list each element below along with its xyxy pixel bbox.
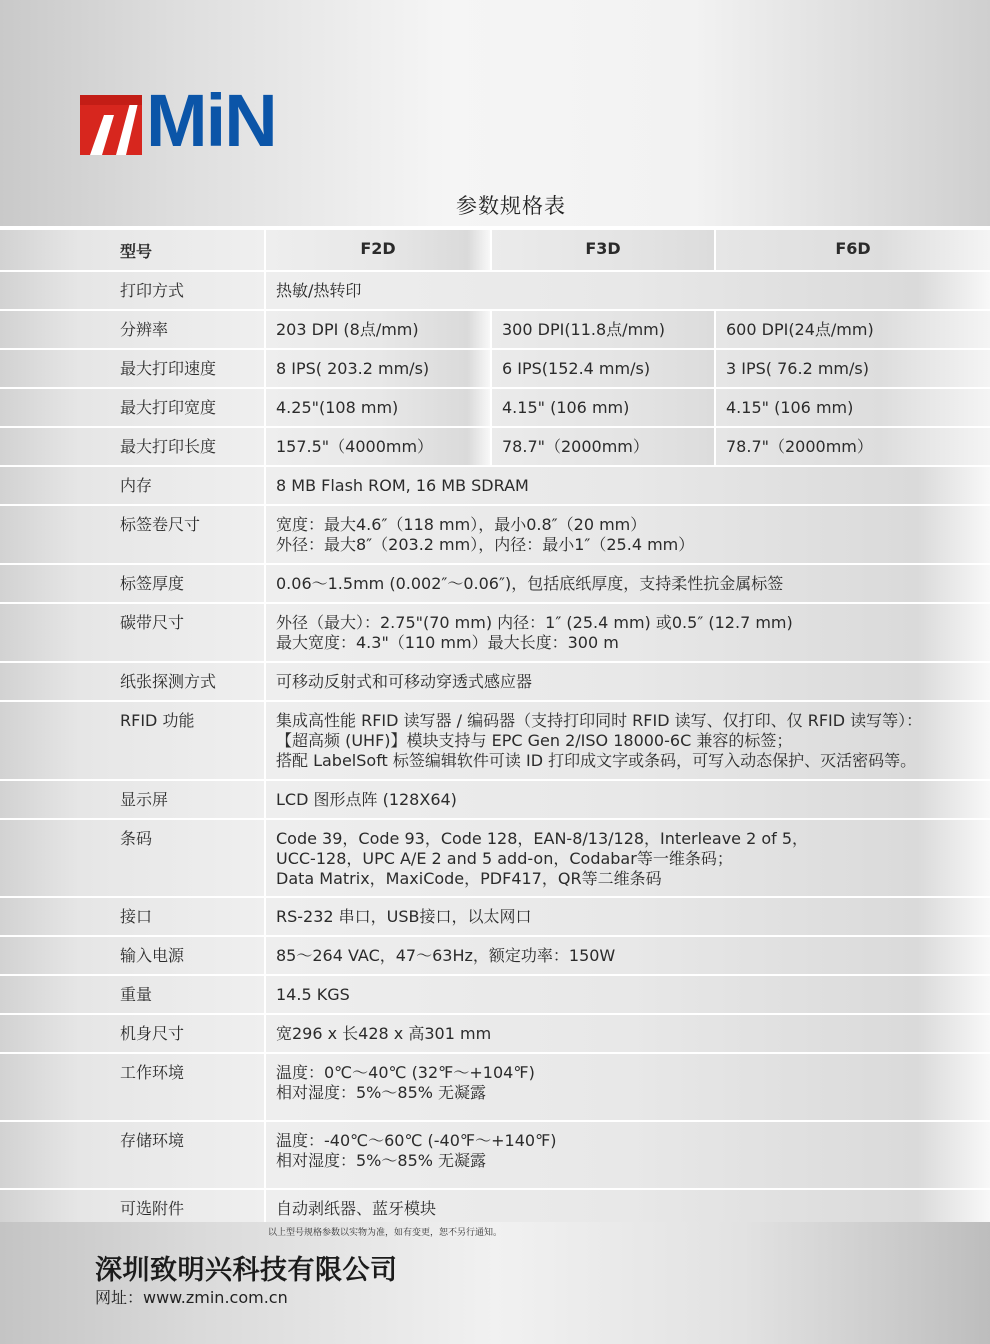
value-line: Data Matrix，MaxiCode，PDF417，QR等二维条码: [276, 869, 662, 888]
row-value: [264, 1054, 990, 1122]
website-address: 网址：www.zmin.com.cn: [95, 1288, 288, 1307]
value-line: 相对湿度：5%～85% 无凝露: [276, 1083, 487, 1102]
value-f2d-text: 4.25"(108 mm): [276, 398, 399, 417]
table-row: [0, 898, 990, 937]
row-label-text: 最大打印宽度: [120, 398, 217, 417]
row-label: [0, 1015, 264, 1054]
table-row: [0, 565, 990, 604]
value-line: 自动剥纸器、蓝牙模块: [276, 1199, 437, 1218]
row-value: [264, 898, 990, 937]
row-label: [0, 663, 264, 702]
row-value: [264, 467, 990, 506]
row-value: [264, 820, 990, 898]
row-label: [0, 1054, 264, 1122]
header-f3d: F3D: [490, 230, 714, 272]
row-value: [264, 1015, 990, 1054]
value-line: 【超高频 (UHF)】模块支持与 EPC Gen 2/ISO 18000-6C 兼容的标签；: [276, 731, 793, 750]
table-row: [0, 1122, 990, 1190]
header-f6d: F6D: [714, 230, 990, 272]
table-row: [0, 389, 990, 428]
table-row: [0, 937, 990, 976]
row-label: [0, 565, 264, 604]
row-value-lines: [276, 1054, 990, 1103]
row-label-text: 机身尺寸: [120, 1024, 185, 1043]
row-value-lines: [276, 272, 990, 301]
table-row: [0, 467, 990, 506]
row-value-lines: [276, 1015, 990, 1044]
row-label: [0, 604, 264, 663]
row-label-text: 最大打印速度: [120, 359, 217, 378]
table-row: [0, 976, 990, 1015]
table-row: [0, 350, 990, 389]
row-value: [264, 702, 990, 781]
row-label: [0, 272, 264, 311]
row-label: [0, 820, 264, 898]
value-f3d: [490, 350, 714, 389]
value-line: UCC-128，UPC A/E 2 and 5 add-on，Codabar等一维条码；: [276, 849, 733, 868]
table-row: [0, 428, 990, 467]
row-value: [264, 937, 990, 976]
row-label: [0, 976, 264, 1015]
disclaimer-note: 以上型号规格参数以实物为准，如有变更，恕不另行通知。: [268, 1228, 503, 1238]
row-value-lines: [276, 937, 990, 966]
value-line: 可移动反射式和可移动穿透式感应器: [276, 672, 533, 691]
value-line: 集成高性能 RFID 读写器 / 编码器（支持打印同时 RFID 读写、仅打印、仅 RFID 读写等）：: [276, 711, 923, 730]
table-row: [0, 311, 990, 350]
value-f6d: [714, 428, 990, 467]
row-label: [0, 428, 264, 467]
value-f3d-text: 6 IPS(152.4 mm/s): [502, 359, 651, 378]
value-f2d: [264, 311, 490, 350]
row-label-text: 输入电源: [120, 946, 185, 965]
row-label-text: 内存: [120, 476, 153, 495]
row-value-lines: [276, 565, 990, 594]
value-line: 搭配 LabelSoft 标签编辑软件可读 ID 打印成文字或条码，可写入动态保护、灭活密码等。: [276, 751, 917, 770]
table-row: [0, 1015, 990, 1054]
row-value: [264, 976, 990, 1015]
row-label: [0, 702, 264, 781]
value-f6d-text: 600 DPI(24点/mm): [726, 320, 874, 339]
row-value: [264, 506, 990, 565]
value-f2d-text: 203 DPI (8点/mm): [276, 320, 419, 339]
value-f3d: [490, 428, 714, 467]
value-line: 温度：0℃～40℃ (32℉～+104℉): [276, 1063, 535, 1082]
row-label-text: RFID 功能: [120, 711, 195, 730]
value-line: LCD 图形点阵 (128X64): [276, 790, 457, 809]
value-line: 外径（最大）：2.75"(70 mm) 内径：1″ (25.4 mm) 或0.5″ (12.7 mm): [276, 613, 793, 632]
row-value: [264, 565, 990, 604]
row-label: [0, 467, 264, 506]
table-row: [0, 272, 990, 311]
row-value-lines: [276, 1122, 990, 1171]
row-value: [264, 604, 990, 663]
value-line: RS-232 串口，USB接口，以太网口: [276, 907, 532, 926]
value-line: 14.5 KGS: [276, 985, 350, 1004]
value-line: 温度：-40℃～60℃ (-40℉～+140℉): [276, 1131, 557, 1150]
row-label-text: 碳带尺寸: [120, 613, 185, 632]
row-label: [0, 506, 264, 565]
row-label: [0, 350, 264, 389]
row-label-text: 标签卷尺寸: [120, 515, 201, 534]
row-label: [0, 389, 264, 428]
value-f2d: [264, 350, 490, 389]
value-line: 宽度：最大4.6″（118 mm），最小0.8″（20 mm）: [276, 515, 647, 534]
table-row: [0, 781, 990, 820]
value-f3d-text: 300 DPI(11.8点/mm): [502, 320, 665, 339]
value-line: 热敏/热转印: [276, 281, 362, 300]
value-line: 相对湿度：5%～85% 无凝露: [276, 1151, 487, 1170]
table-row: [0, 820, 990, 898]
row-value: [264, 781, 990, 820]
row-value-lines: [276, 1190, 990, 1219]
company-name: 深圳致明兴科技有限公司: [95, 1255, 398, 1286]
table-row: [0, 604, 990, 663]
value-line: 宽296 x 长428 x 高301 mm: [276, 1024, 492, 1043]
value-f6d: [714, 350, 990, 389]
row-value-lines: [276, 506, 990, 555]
row-label-text: 显示屏: [120, 790, 169, 809]
header-f2d: F2D: [264, 230, 490, 272]
row-label-text: 接口: [120, 907, 153, 926]
row-label: [0, 1122, 264, 1190]
row-label-text: 最大打印长度: [120, 437, 217, 456]
value-line: 最大宽度：4.3"（110 mm）最大长度：300 m: [276, 633, 619, 652]
value-f2d-text: 8 IPS( 203.2 mm/s): [276, 359, 430, 378]
row-value: [264, 663, 990, 702]
row-label-text: 工作环境: [120, 1063, 185, 1082]
row-label-text: 重量: [120, 985, 153, 1004]
row-label: [0, 781, 264, 820]
value-f6d: [714, 311, 990, 350]
value-f2d-text: 157.5"（4000mm）: [276, 437, 434, 456]
row-value-lines: [276, 781, 990, 810]
row-value-lines: [276, 702, 990, 771]
row-label-text: 标签厚度: [120, 574, 185, 593]
document-title: 参数规格表: [456, 194, 566, 218]
value-f2d: [264, 428, 490, 467]
value-f3d-text: 78.7"（2000mm）: [502, 437, 649, 456]
value-line: 0.06～1.5mm (0.002″～0.06″)，包括底纸厚度，支持柔性抗金属标签: [276, 574, 784, 593]
row-value-lines: [276, 976, 990, 1005]
row-label-text: 打印方式: [120, 281, 185, 300]
row-label-text: 分辨率: [120, 320, 169, 339]
table-row: [0, 702, 990, 781]
value-f6d-text: 3 IPS( 76.2 mm/s): [726, 359, 869, 378]
value-f3d: [490, 389, 714, 428]
row-value-lines: [276, 604, 990, 653]
row-label-text: 可选附件: [120, 1199, 185, 1218]
table-row: [0, 506, 990, 565]
value-line: 外径：最大8″（203.2 mm），内径：最小1″（25.4 mm）: [276, 535, 695, 554]
row-label-text: 条码: [120, 829, 153, 848]
table-row: [0, 1054, 990, 1122]
table-header-row: [0, 230, 990, 272]
value-f3d-text: 4.15" (106 mm): [502, 398, 630, 417]
header-model-label: 型号: [0, 230, 264, 272]
value-f6d-text: 78.7"（2000mm）: [726, 437, 873, 456]
value-line: 85～264 VAC，47～63Hz，额定功率：150W: [276, 946, 616, 965]
row-value-lines: [276, 820, 990, 889]
row-label-text: 纸张探测方式: [120, 672, 217, 691]
row-value-lines: [276, 663, 990, 692]
brand-logo-text: MiN: [146, 79, 276, 162]
value-f2d: [264, 389, 490, 428]
table-row: [0, 663, 990, 702]
value-f3d: [490, 311, 714, 350]
spec-table: [0, 230, 990, 1229]
value-f6d-text: 4.15" (106 mm): [726, 398, 854, 417]
value-line: 8 MB Flash ROM, 16 MB SDRAM: [276, 476, 529, 495]
row-label: [0, 937, 264, 976]
row-value-lines: [276, 467, 990, 496]
row-value: [264, 1122, 990, 1190]
value-line: Code 39，Code 93，Code 128，EAN-8/13/128，Interleave 2 of 5，: [276, 829, 809, 848]
row-value-lines: [276, 898, 990, 927]
row-label: [0, 311, 264, 350]
row-value: [264, 272, 990, 311]
value-f6d: [714, 389, 990, 428]
row-label: [0, 898, 264, 937]
row-label-text: 存储环境: [120, 1131, 185, 1150]
